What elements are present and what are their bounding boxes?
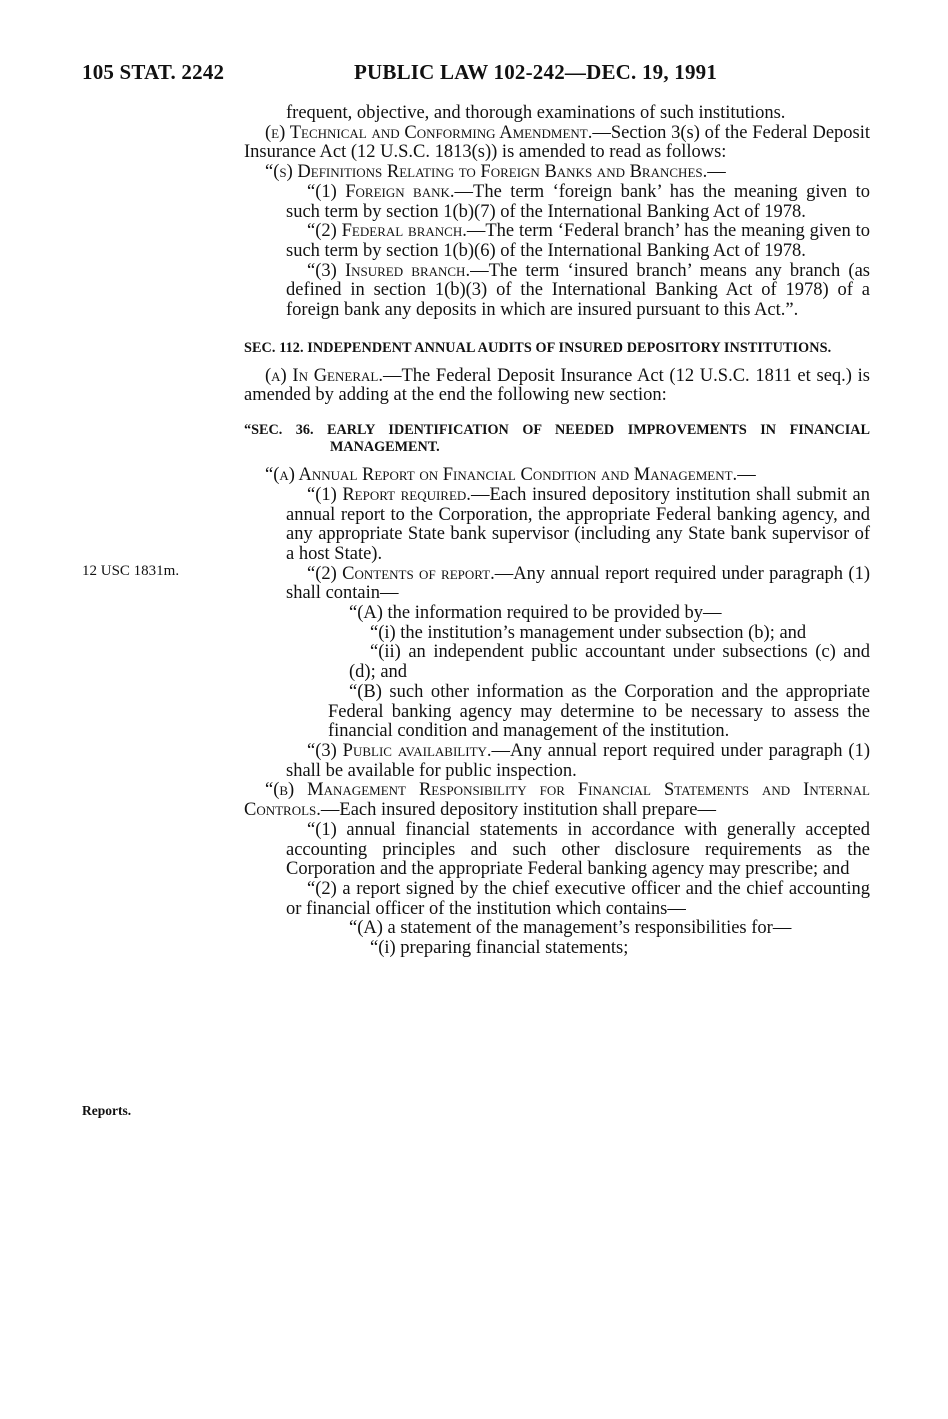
paragraph: “(1) Foreign bank.—The term ‘foreign bank’ has the meaning given to such term by section 1(b)(7) of the International Banking Act of 1978. (286, 181, 871, 222)
paragraph: “(ii) an independent public accountant under subsections (c) and (d); and (349, 642, 870, 683)
subsection-heading: “(s) Definitions Relating to Foreign Banks and Branches. (265, 162, 708, 183)
paragraph: “(b) Management Responsibility for Financial Statements and Internal Controls.—Each insured depository institution shall prepare— (244, 780, 870, 821)
paragraph-heading: “(2) Federal branch. (307, 221, 467, 242)
paragraph: “(a) Annual Report on Financial Condition and Management.— (265, 465, 756, 486)
section-heading: SEC. 112. INDEPENDENT ANNUAL AUDITS OF INSURED DEPOSITORY INSTITUTIONS. (244, 339, 832, 356)
paragraph: “(1) annual financial statements in accordance with generally accepted accounting principles and such other disclosure requirements as the Corporation and the appropriate Federal banking agency may prescribe; and (286, 819, 870, 880)
subsection-heading: (a) In General. (265, 365, 383, 386)
paragraph: “(B) such other information as the Corporation and the appropriate Federal banking agency may determine to be necessary to assess the financial condition and management of the institution. (328, 681, 870, 742)
paragraph: frequent, objective, and thorough examinations of such institutions. (286, 103, 786, 123)
paragraph: “(i) preparing financial statements; (370, 938, 629, 959)
section-heading: “SEC. 36. EARLY IDENTIFICATION OF NEEDED IMPROVEMENTS IN FINANCIAL MANAGEMENT. (244, 422, 870, 456)
paragraph: (a) In General.—The Federal Deposit Insurance Act (12 U.S.C. 1811 et seq.) is amended by adding at the end the following new section: (244, 365, 870, 406)
paragraph: “(s) Definitions Relating to Foreign Banks and Branches.— (265, 162, 726, 183)
paragraph: “(3) Public availability.—Any annual report required under paragraph (1) shall be available for public inspection. (286, 740, 870, 781)
subsection-heading: (e) Technical and Conforming Amendment. (265, 122, 593, 143)
subsection-heading: “(a) Annual Report on Financial Condition and Management. (265, 465, 738, 486)
paragraph-heading: “(2) Contents of report. (307, 563, 495, 584)
margin-note-reports: Reports. (82, 1103, 132, 1118)
paragraph: “(2) Federal branch.—The term ‘Federal branch’ has the meaning given to such term by section 1(b)(6) of the International Banking Act of 1978. (286, 221, 870, 261)
paragraph: “(A) a statement of the management’s responsibilities for— (349, 918, 792, 939)
paragraph: “(1) Report required.—Each insured depository institution shall submit an annual report to the Corporation, the appropriate Federal banking agency, and any appropriate State bank supervisor (including any State bank supervisor of a host State). (286, 484, 870, 564)
paragraph-heading: “(3) Public availability. (307, 740, 492, 761)
page-stat-citation: 105 STAT. 2242 (82, 60, 225, 84)
page-law-header: PUBLIC LAW 102-242—DEC. 19, 1991 (354, 60, 718, 84)
paragraph-heading: “(1) Report required. (307, 484, 471, 505)
paragraph-heading: “(3) Insured branch. (307, 260, 471, 281)
paragraph: “(2) a report signed by the chief executive officer and the chief accounting or financial officer of the institution which contains— (286, 878, 870, 919)
subsection-heading: “(b) Management Responsibility for Financial Statements and Internal Controls. (244, 780, 870, 821)
paragraph: “(i) the institution’s management under subsection (b); and (370, 622, 807, 643)
body-text-column (244, 104, 870, 959)
paragraph: “(A) the information required to be provided by— (349, 603, 722, 624)
paragraph: (e) Technical and Conforming Amendment.—Section 3(s) of the Federal Deposit Insurance Act (12 U.S.C. 1813(s)) is amended to read as follows: (244, 122, 871, 163)
margin-note-usc: 12 USC 1831m. (82, 563, 180, 579)
paragraph: “(2) Contents of report.—Any annual report required under paragraph (1) shall contain— (286, 563, 870, 604)
paragraph: “(3) Insured branch.—The term ‘insured branch’ means any branch (as defined in section 1(b)(3) of the International Banking Act of 1978) of a foreign bank any deposits in which are insured pursuant to this Act.”. (286, 260, 870, 321)
paragraph-heading: “(1) Foreign bank. (307, 181, 455, 202)
